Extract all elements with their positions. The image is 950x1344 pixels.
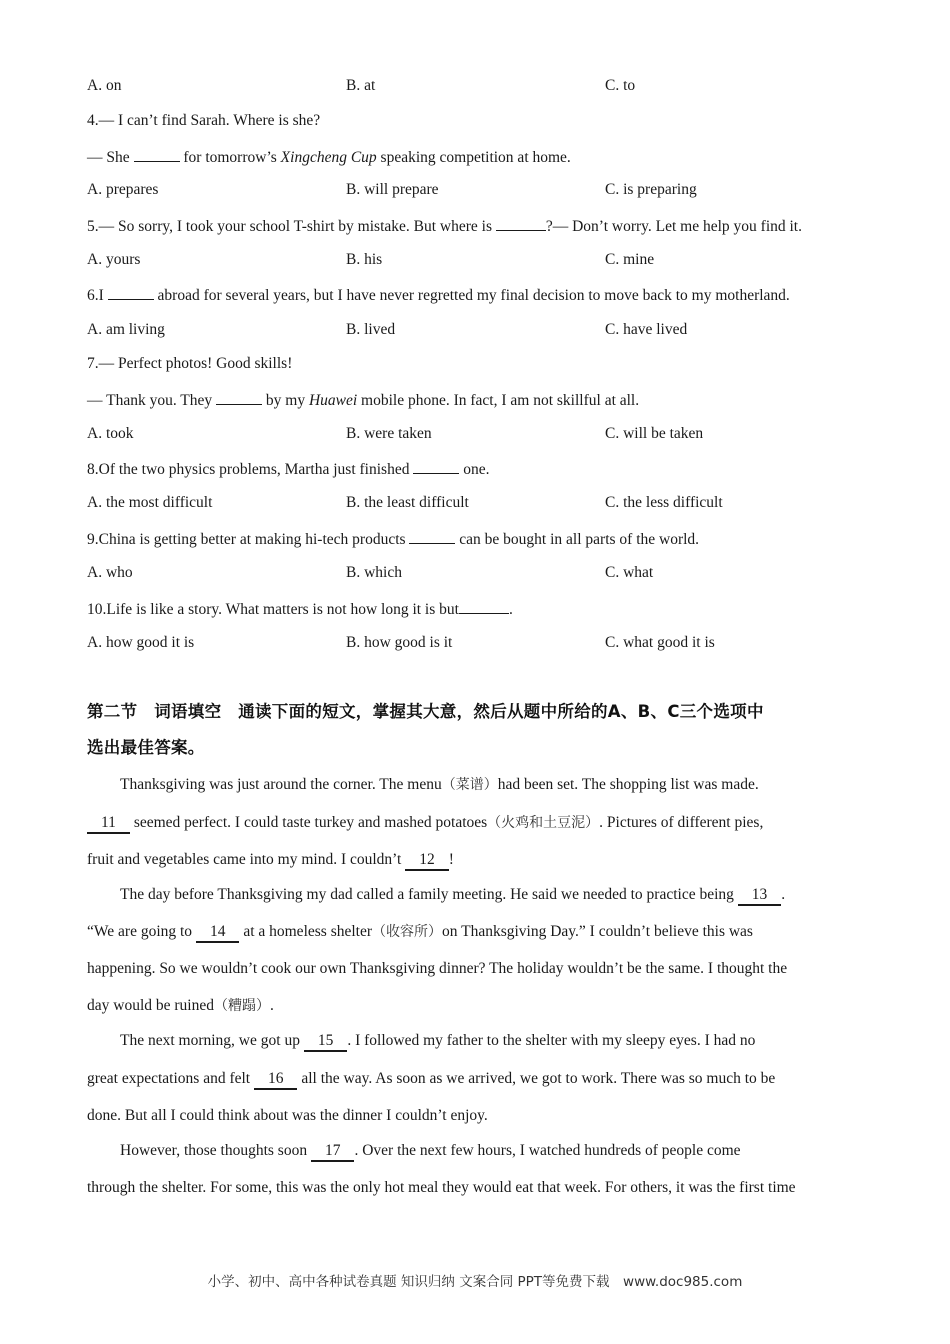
passage-p2-line3: happening. So we wouldn’t cook our own Thanksgiving dinner? The holiday wouldn’t be the same. I thought the	[87, 960, 788, 977]
passage-p4-line2: through the shelter. For some, this was the only hot meal they would eat that week. For others, it was the first time	[87, 1179, 796, 1196]
q5-option-b: B. his	[346, 251, 383, 268]
q10-option-b: B. how good is it	[346, 634, 453, 651]
passage-p4-line1: However, those thoughts soon 17 . Over the next few hours, I watched hundreds of people come	[87, 1141, 895, 1162]
q3-option-b: B. at	[346, 77, 376, 94]
q9-option-a: A. who	[87, 564, 133, 581]
passage-p1-line1: Thanksgiving was just around the corner. The menu（菜谱）had been set. The shopping list was made.	[120, 776, 759, 793]
q7-option-a: A. took	[87, 425, 134, 442]
passage-p2-line4: day would be ruined（糟蹋）.	[87, 997, 274, 1014]
answer-blank	[413, 458, 459, 474]
section2-heading-line2: 选出最佳答案。	[87, 738, 205, 757]
q6-stem: 6.I abroad for several years, but I have never regretted my final decision to move back to my motherland.	[87, 284, 890, 306]
blank-number-13: 13	[738, 886, 782, 906]
blank-number-17: 17	[311, 1142, 355, 1162]
q7-option-c: C. will be taken	[605, 425, 704, 442]
q5-stem: 5.— So sorry, I took your school T-shirt by mistake. But where is ?— Don’t worry. Let me help you find it.	[87, 215, 890, 237]
q7-option-b: B. were taken	[346, 425, 432, 442]
q4-option-a: A. prepares	[87, 181, 159, 198]
blank-number-16: 16	[254, 1070, 298, 1090]
page-footer: 小学、初中、高中各种试卷真题 知识归纳 文案合同 PPT等免费下载 www.doc985.com	[207, 1274, 743, 1290]
answer-blank	[459, 598, 509, 614]
q8-option-c: C. the less difficult	[605, 494, 723, 511]
q7-stem: 7.— Perfect photos! Good skills!	[87, 355, 293, 372]
q6-option-b: B. lived	[346, 321, 396, 338]
passage-p2-line1: The day before Thanksgiving my dad called a family meeting. He said we needed to practice being 13 .	[87, 885, 895, 906]
answer-blank	[216, 389, 262, 405]
blank-number-15: 15	[304, 1032, 348, 1052]
q6-option-c: C. have lived	[605, 321, 688, 338]
q9-stem: 9.China is getting better at making hi-tech products can be bought in all parts of the world.	[87, 528, 890, 550]
blank-number-11: 11	[87, 814, 130, 834]
q8-option-a: A. the most difficult	[87, 494, 213, 511]
passage-p1-line3: fruit and vegetables came into my mind. I couldn’t 12 !	[87, 850, 862, 871]
section2-heading-line1: 第二节 词语填空 通读下面的短文，掌握其大意，然后从题中所给的A、B、C三个选项中	[87, 702, 764, 721]
q8-stem: 8.Of the two physics problems, Martha just finished one.	[87, 458, 890, 480]
q9-option-b: B. which	[346, 564, 402, 581]
q4-line2: — She for tomorrow’s Xingcheng Cup speaking competition at home.	[87, 146, 890, 168]
passage-p2-line2: “We are going to 14 at a homeless shelter（收容所）on Thanksgiving Day.” I couldn’t believe this was	[87, 922, 862, 943]
answer-blank	[134, 146, 180, 162]
passage-p1-line2: 11 seemed perfect. I could taste turkey and mashed potatoes（火鸡和土豆泥）. Pictures of different pies,	[87, 813, 862, 834]
q3-option-a: A. on	[87, 77, 122, 94]
answer-blank	[409, 528, 455, 544]
q8-option-b: B. the least difficult	[346, 494, 469, 511]
q4-option-b: B. will prepare	[346, 181, 439, 198]
q4-option-c: C. is preparing	[605, 181, 697, 198]
passage-p3-line1: The next morning, we got up 15 . I followed my father to the shelter with my sleepy eyes. I had no	[87, 1031, 895, 1052]
q10-option-c: C. what good it is	[605, 634, 715, 651]
q3-option-c: C. to	[605, 77, 636, 94]
q10-option-a: A. how good it is	[87, 634, 195, 651]
answer-blank	[108, 284, 154, 300]
q4-stem: 4.— I can’t find Sarah. Where is she?	[87, 112, 321, 129]
q5-option-a: A. yours	[87, 251, 141, 268]
q6-option-a: A. am living	[87, 321, 165, 338]
blank-number-14: 14	[196, 923, 240, 943]
q9-option-c: C. what	[605, 564, 654, 581]
passage-p3-line3: done. But all I could think about was the dinner I couldn’t enjoy.	[87, 1107, 488, 1124]
q7-line2: — Thank you. They by my Huawei mobile phone. In fact, I am not skillful at all.	[87, 389, 890, 411]
passage-p3-line2: great expectations and felt 16 all the way. As soon as we arrived, we got to work. There was so much to be	[87, 1069, 862, 1090]
q5-option-c: C. mine	[605, 251, 655, 268]
answer-blank	[496, 215, 546, 231]
q10-stem: 10.Life is like a story. What matters is not how long it is but .	[87, 598, 890, 620]
blank-number-12: 12	[405, 851, 449, 871]
